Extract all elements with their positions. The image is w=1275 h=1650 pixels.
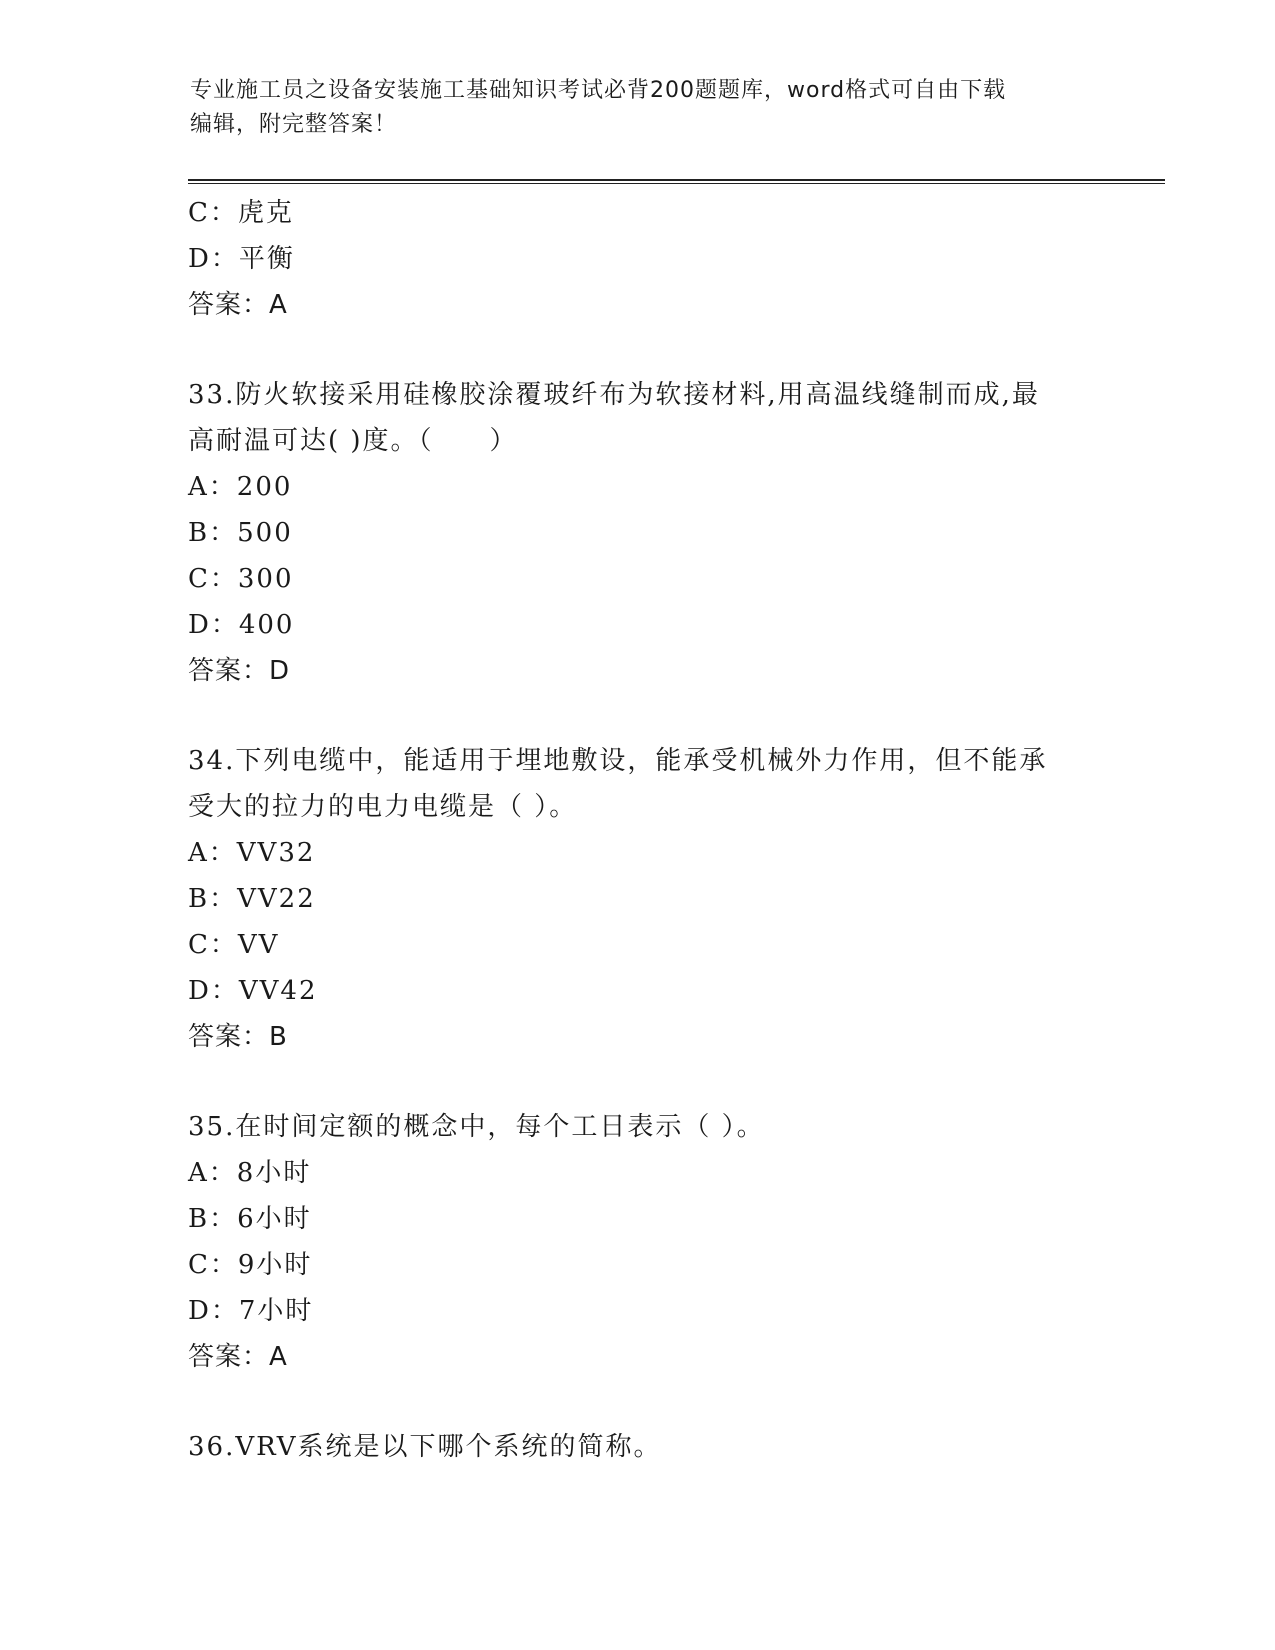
option-b: B：6小时 [188, 1204, 312, 1234]
answer-label: 答案：A [188, 290, 288, 320]
option-a: A：8小时 [188, 1158, 312, 1188]
option-b: B：500 [188, 518, 293, 548]
header-divider [188, 179, 1165, 181]
option-c: C：9小时 [188, 1250, 313, 1280]
question-stem: 36.VRV系统是以下哪个系统的简称。 [188, 1432, 662, 1462]
option-d: D：VV42 [188, 976, 318, 1006]
document-body [188, 190, 1088, 1470]
question-33 [188, 372, 1088, 694]
option-d: D：7小时 [188, 1296, 314, 1326]
option-c: C：虎克 [188, 198, 294, 228]
option-b: B：VV22 [188, 884, 316, 914]
question-stem-cont: 受大的拉力的电力电缆是（ ）。 [188, 792, 578, 822]
question-stem: 35.在时间定额的概念中，每个工日表示（ ）。 [188, 1112, 765, 1142]
answer-label: 答案：A [188, 1342, 288, 1372]
header-divider-thin [188, 183, 1165, 184]
question-35 [188, 1104, 1088, 1380]
option-d: D：400 [188, 610, 295, 640]
question-36 [188, 1424, 1088, 1470]
question-stem-cont: 高耐温可达( )度。（ ） [188, 426, 518, 456]
option-a: A：200 [188, 472, 293, 502]
header-title-line-1: 专业施工员之设备安装施工基础知识考试必背200题题库，word格式可自由下载 [190, 78, 1007, 103]
option-c: C：VV [188, 930, 280, 960]
question-32-tail [188, 190, 1088, 328]
question-34 [188, 738, 1088, 1060]
option-a: A：VV32 [188, 838, 316, 868]
option-c: C：300 [188, 564, 294, 594]
answer-label: 答案：D [188, 656, 291, 686]
header-title-line-2: 编辑，附完整答案！ [190, 112, 398, 137]
document-header [190, 74, 1090, 142]
question-stem: 34.下列电缆中，能适用于埋地敷设，能承受机械外力作用，但不能承 [188, 746, 1048, 776]
option-d: D：平衡 [188, 244, 295, 274]
question-stem: 33.防火软接采用硅橡胶涂覆玻纤布为软接材料,用高温线缝制而成,最 [188, 380, 1040, 410]
answer-label: 答案：B [188, 1022, 288, 1052]
